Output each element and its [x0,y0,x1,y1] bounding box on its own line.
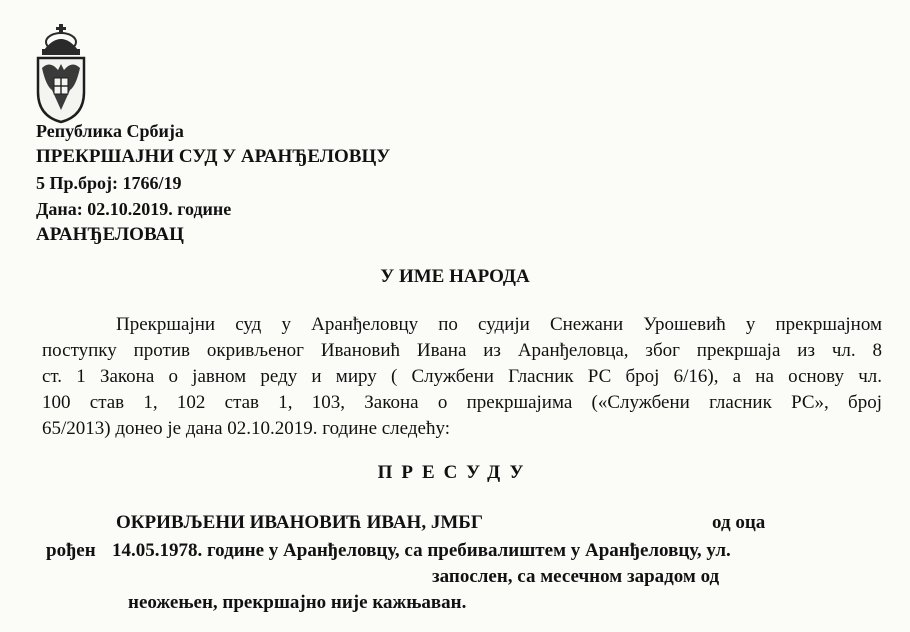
intro-paragraph [42,312,882,442]
court-name: ПРЕКРШАЈНИ СУД У АРАНЂЕЛОВЦУ [36,146,391,167]
defendant-birth-residence: 14.05.1978. године у Аранђеловцу, са пребивалиштем у Аранђеловцу, ул. [112,540,731,561]
defendant-status: неожењен, прекршајно није кажњаван. [128,592,467,613]
defendant-father: од оца [712,512,766,533]
city-name: АРАНЂЕЛОВАЦ [36,224,184,245]
verdict-heading: ПРЕСУДУ [377,462,533,483]
court-header [36,118,390,248]
defendant-name: ОКРИВЉЕНИ ИВАНОВИЋ ИВАН, ЈМБГ [116,512,483,533]
defendant-employment: запослен, са месечном зарадом од [432,566,720,587]
serbian-coat-of-arms-icon [30,20,92,124]
intro-line: 65/2013) донео је дана 02.10.2019. године следећу: [42,418,450,439]
intro-line: Прекршајни суд у Аранђеловцу по судији Снежани Урошевић у прекршајном [116,314,882,335]
intro-line: поступку против окривљеног Ивановић Ивана из Аранђеловца, због прекршаја из чл. 8 [42,340,882,361]
document-date: Дана: 02.10.2019. године [36,199,232,219]
intro-line: ст. 1 Закона о јавном реду и миру ( Службени Гласник РС број 6/16), а на основу чл. [42,366,882,387]
intro-line: 100 став 1, 102 став 1, 103, Закона о прекршајима («Службени гласник РС», број [42,392,882,413]
case-number: 5 Пр.број: 1766/19 [36,173,182,193]
defendant-born-label: рођен [46,540,96,561]
in-the-name-heading: У ИМЕ НАРОДА [380,266,530,287]
country-name: Република Србија [36,121,184,141]
